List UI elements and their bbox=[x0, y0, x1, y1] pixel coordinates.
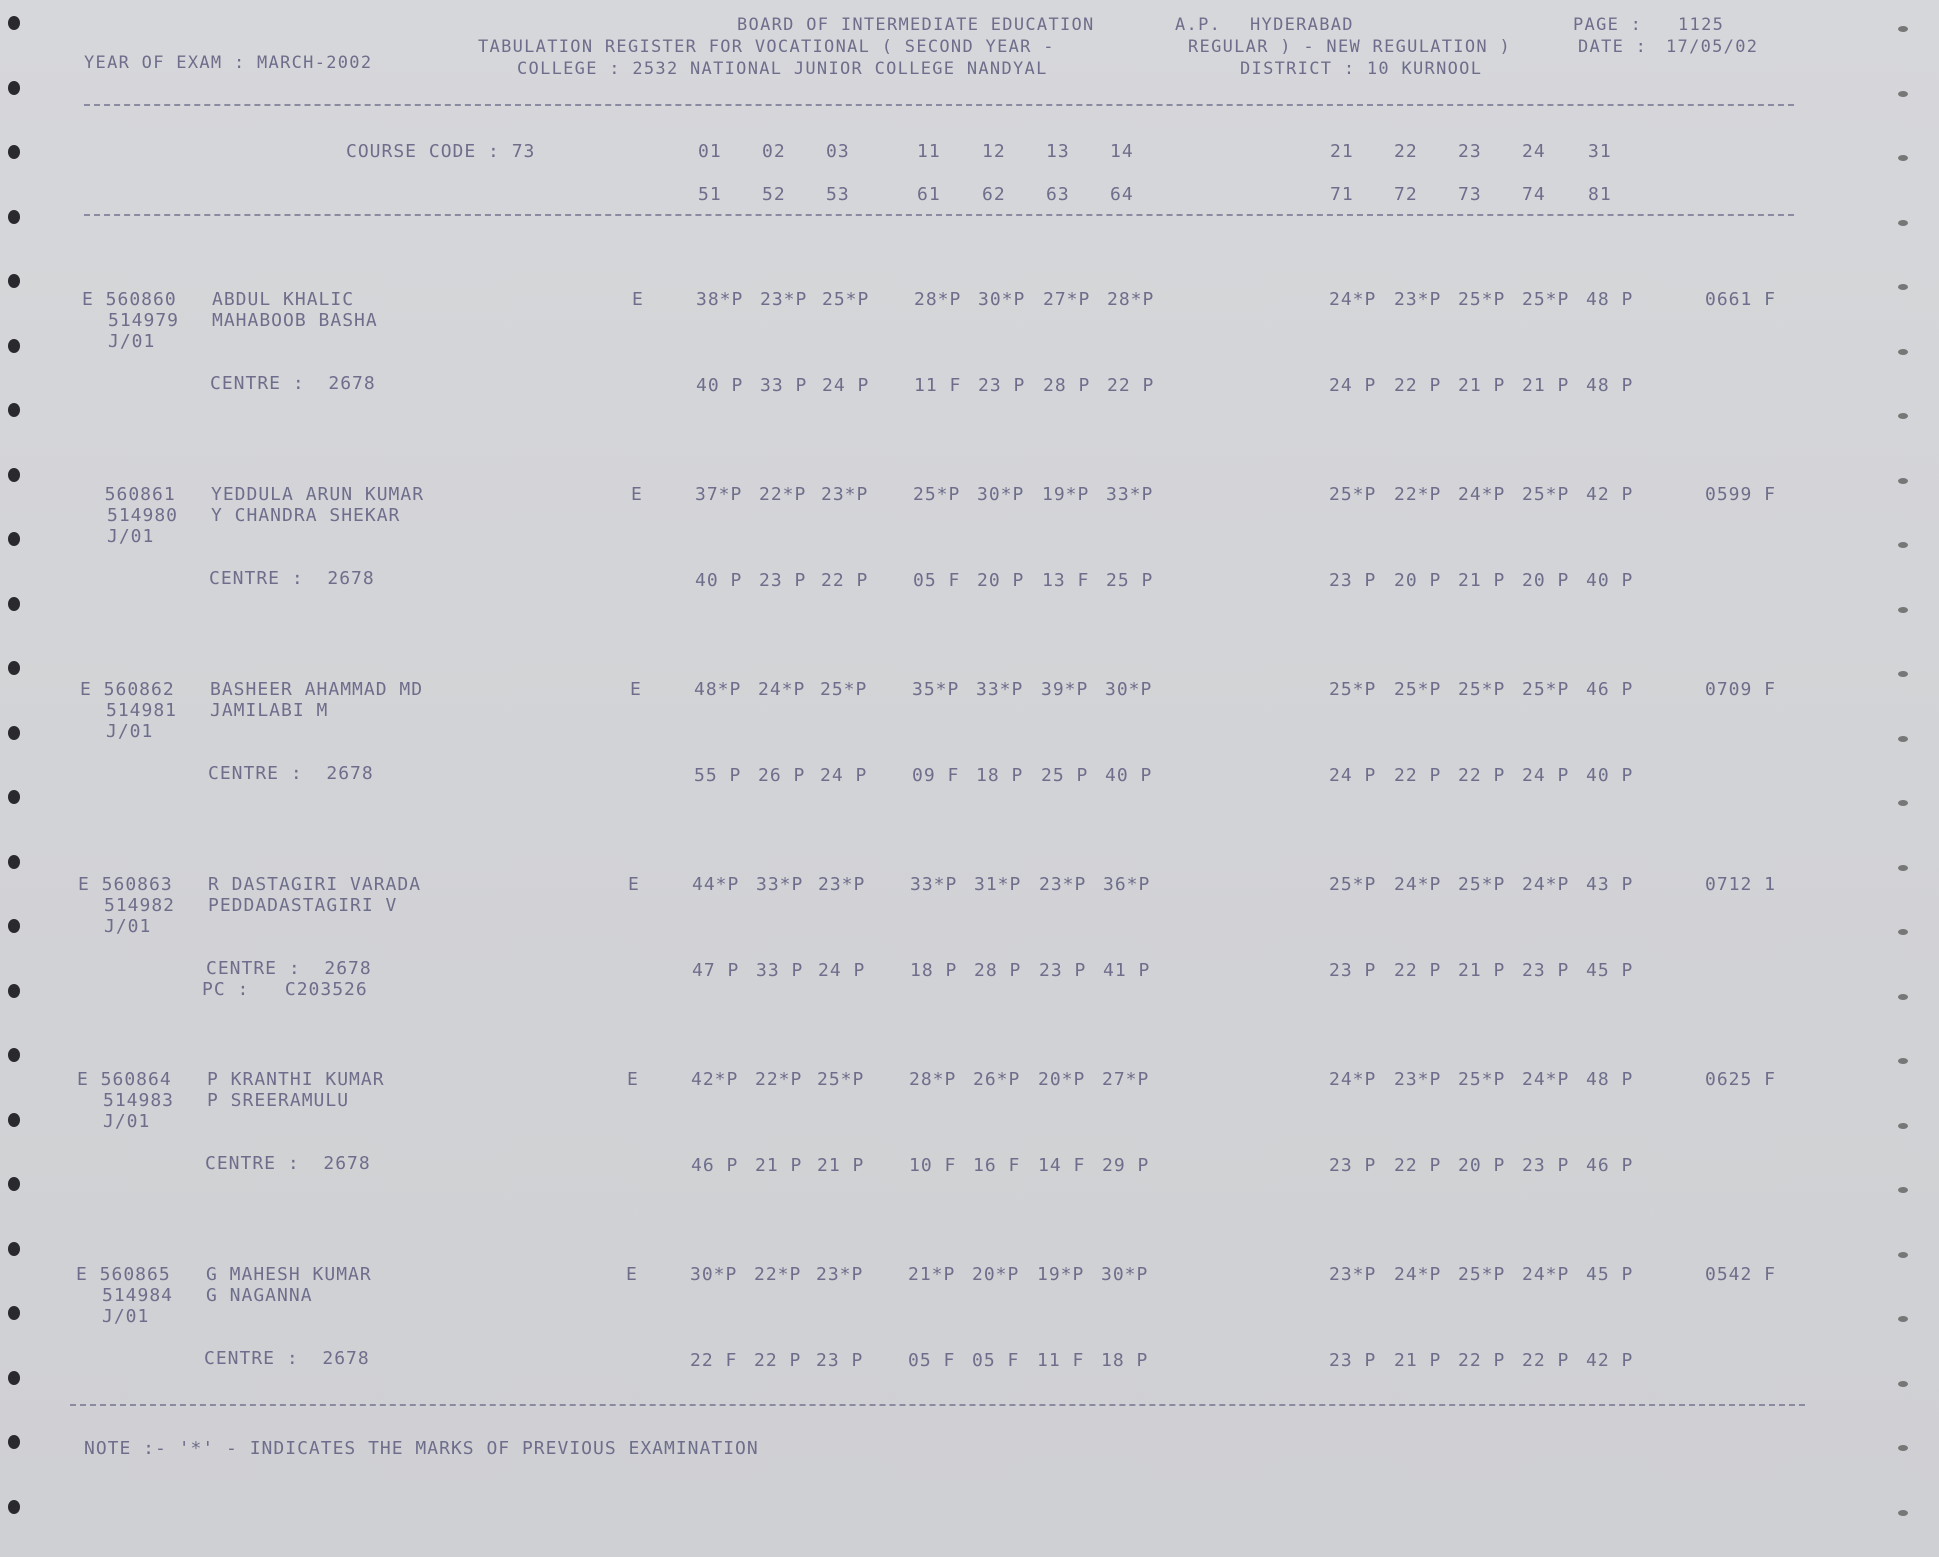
mark-prev: 27*P bbox=[1043, 289, 1091, 310]
roll-number: E 560864 bbox=[77, 1069, 172, 1090]
centre: CENTRE : 2678 bbox=[210, 373, 376, 394]
mark: 22 P bbox=[1458, 1350, 1506, 1371]
mark-prev: 25*P bbox=[1458, 1264, 1506, 1285]
column-code: 01 bbox=[698, 141, 722, 162]
roll-number: 560861 bbox=[81, 484, 176, 505]
mark: 40 P bbox=[1105, 765, 1153, 786]
feed-hole bbox=[8, 597, 20, 611]
mark: 21 P bbox=[1394, 1350, 1442, 1371]
page-label: PAGE : bbox=[1573, 15, 1643, 35]
mark-prev: 27*P bbox=[1102, 1069, 1150, 1090]
mark-prev: 20*P bbox=[972, 1264, 1020, 1285]
father-name: G NAGANNA bbox=[206, 1285, 313, 1306]
mark: 23 P bbox=[1329, 960, 1377, 981]
mark: 05 F bbox=[908, 1350, 956, 1371]
feed-hole bbox=[1898, 1445, 1908, 1451]
mark-prev: 28*P bbox=[1107, 289, 1155, 310]
mark: 14 F bbox=[1038, 1155, 1086, 1176]
mark-prev: 33*P bbox=[976, 679, 1024, 700]
column-code: 24 bbox=[1522, 141, 1546, 162]
feed-hole bbox=[1898, 26, 1908, 32]
mark: 22 P bbox=[821, 570, 869, 591]
mark: 21 P bbox=[1458, 375, 1506, 396]
column-code: 64 bbox=[1110, 184, 1134, 205]
mark: 16 F bbox=[973, 1155, 1021, 1176]
mark: 25 P bbox=[1106, 570, 1154, 591]
mark-prev: 38*P bbox=[696, 289, 744, 310]
mark-prev: 35*P bbox=[912, 679, 960, 700]
mark-prev: 24*P bbox=[1522, 1069, 1570, 1090]
mark: 26 P bbox=[758, 765, 806, 786]
feed-hole bbox=[1898, 155, 1908, 161]
mark: 24 P bbox=[818, 960, 866, 981]
group-code: J/01 bbox=[106, 721, 154, 742]
mark: 11 F bbox=[914, 375, 962, 396]
mark-prev: 42*P bbox=[691, 1069, 739, 1090]
centre: CENTRE : 2678 bbox=[209, 568, 375, 589]
student-name: YEDDULA ARUN KUMAR bbox=[211, 484, 425, 505]
medium: E bbox=[626, 1264, 638, 1285]
column-code: 73 bbox=[1458, 184, 1482, 205]
mark-prev: 25*P bbox=[1458, 1069, 1506, 1090]
column-code: 71 bbox=[1330, 184, 1354, 205]
mark: 22 P bbox=[1394, 375, 1442, 396]
mark: 21 P bbox=[1458, 570, 1506, 591]
note: NOTE :- '*' - INDICATES THE MARKS OF PREVIOUS EXAMINATION bbox=[84, 1438, 759, 1459]
feed-hole bbox=[1898, 671, 1908, 677]
mark: 21 P bbox=[817, 1155, 865, 1176]
mark-prev: 23*P bbox=[1394, 1069, 1442, 1090]
mark: 20 P bbox=[1458, 1155, 1506, 1176]
column-code: 23 bbox=[1458, 141, 1482, 162]
mark-prev: 21*P bbox=[908, 1264, 956, 1285]
mark-prev: 22*P bbox=[755, 1069, 803, 1090]
mark: 40 P bbox=[1586, 570, 1634, 591]
feed-hole bbox=[8, 1371, 20, 1385]
mark: 24 P bbox=[1522, 765, 1570, 786]
mark: 10 F bbox=[909, 1155, 957, 1176]
mark-prev: 25*P bbox=[1458, 289, 1506, 310]
mark-prev: 25*P bbox=[1394, 679, 1442, 700]
mark: 33 P bbox=[756, 960, 804, 981]
feed-hole bbox=[8, 790, 20, 804]
feed-hole bbox=[8, 726, 20, 740]
mark-prev: 23*P bbox=[818, 874, 866, 895]
date: 17/05/02 bbox=[1666, 37, 1759, 57]
mark-prev: 19*P bbox=[1042, 484, 1090, 505]
feed-hole bbox=[8, 145, 20, 159]
group-code: J/01 bbox=[108, 331, 156, 352]
mark-prev: 22*P bbox=[1394, 484, 1442, 505]
mark: 23 P bbox=[1522, 960, 1570, 981]
mark: 20 P bbox=[1522, 570, 1570, 591]
mark: 18 P bbox=[976, 765, 1024, 786]
mark-prev: 44*P bbox=[692, 874, 740, 895]
mark: 23 P bbox=[1522, 1155, 1570, 1176]
mark: 18 P bbox=[1101, 1350, 1149, 1371]
mark: 22 F bbox=[690, 1350, 738, 1371]
total-result: 0709 F bbox=[1705, 679, 1777, 700]
mark-prev: 19*P bbox=[1037, 1264, 1085, 1285]
mark-prev: 24*P bbox=[1329, 1069, 1377, 1090]
mark-prev: 25*P bbox=[1329, 484, 1377, 505]
registration-number: 514980 bbox=[107, 505, 179, 526]
feed-hole bbox=[8, 532, 20, 546]
mark: 05 F bbox=[913, 570, 961, 591]
regulation: REGULAR ) - NEW REGULATION ) bbox=[1188, 37, 1511, 57]
mark: 40 P bbox=[695, 570, 743, 591]
column-code: 12 bbox=[982, 141, 1006, 162]
mark-prev: 25*P bbox=[1522, 289, 1570, 310]
mark-prev: 26*P bbox=[973, 1069, 1021, 1090]
mark-prev: 31*P bbox=[974, 874, 1022, 895]
mark-prev: 25*P bbox=[913, 484, 961, 505]
feed-hole bbox=[8, 1242, 20, 1256]
feed-hole bbox=[8, 1048, 20, 1062]
college: COLLEGE : 2532 NATIONAL JUNIOR COLLEGE NANDYAL bbox=[517, 59, 1048, 79]
feed-hole bbox=[1898, 220, 1908, 226]
column-code: 22 bbox=[1394, 141, 1418, 162]
father-name: Y CHANDRA SHEKAR bbox=[211, 505, 401, 526]
mark: 09 F bbox=[912, 765, 960, 786]
feed-hole bbox=[8, 81, 20, 95]
mark-prev: 22*P bbox=[759, 484, 807, 505]
total-result: 0661 F bbox=[1705, 289, 1777, 310]
feed-hole bbox=[8, 1500, 20, 1514]
mark-prev: 23*P bbox=[821, 484, 869, 505]
mark-prev: 24*P bbox=[1394, 874, 1442, 895]
column-code: 02 bbox=[762, 141, 786, 162]
column-code: 81 bbox=[1588, 184, 1612, 205]
mark-prev: 30*P bbox=[1101, 1264, 1149, 1285]
mark: 40 P bbox=[696, 375, 744, 396]
mark: 22 P bbox=[1107, 375, 1155, 396]
mark: 22 P bbox=[754, 1350, 802, 1371]
mark-prev: 23*P bbox=[760, 289, 808, 310]
feed-hole bbox=[8, 274, 20, 288]
mark: 23 P bbox=[759, 570, 807, 591]
registration-number: 514979 bbox=[108, 310, 180, 331]
mark-prev: 30*P bbox=[978, 289, 1026, 310]
mark: 20 P bbox=[977, 570, 1025, 591]
register-title: TABULATION REGISTER FOR VOCATIONAL ( SECOND YEAR - bbox=[478, 37, 1055, 57]
mark: 05 F bbox=[972, 1350, 1020, 1371]
mark: 33 P bbox=[760, 375, 808, 396]
footer-divider bbox=[70, 1404, 1805, 1406]
mark: 23 P bbox=[816, 1350, 864, 1371]
mark: 23 P bbox=[1329, 1155, 1377, 1176]
feed-hole bbox=[1898, 929, 1908, 935]
board-title: BOARD OF INTERMEDIATE EDUCATION bbox=[737, 15, 1095, 35]
feed-hole bbox=[1898, 1058, 1908, 1064]
feed-hole bbox=[1898, 1510, 1908, 1516]
mark: 22 P bbox=[1394, 960, 1442, 981]
mark-prev: 24*P bbox=[1329, 289, 1377, 310]
mark: 20 P bbox=[1394, 570, 1442, 591]
mark-prev: 33*P bbox=[1106, 484, 1154, 505]
group-code: J/01 bbox=[102, 1306, 150, 1327]
mark-prev: 45 P bbox=[1586, 1264, 1634, 1285]
mark: 23 P bbox=[978, 375, 1026, 396]
header-divider bbox=[84, 104, 1794, 106]
group-code: J/01 bbox=[107, 526, 155, 547]
roll-number: E 560863 bbox=[78, 874, 173, 895]
student-name: ABDUL KHALIC bbox=[212, 289, 355, 310]
feed-hole bbox=[8, 855, 20, 869]
registration-number: 514984 bbox=[102, 1285, 174, 1306]
registration-number: 514982 bbox=[104, 895, 176, 916]
registration-number: 514983 bbox=[103, 1090, 175, 1111]
feed-hole bbox=[8, 16, 20, 30]
feed-hole bbox=[8, 339, 20, 353]
mark: 22 P bbox=[1394, 1155, 1442, 1176]
mark: 55 P bbox=[694, 765, 742, 786]
column-code: 53 bbox=[826, 184, 850, 205]
medium: E bbox=[631, 484, 643, 505]
mark-prev: 30*P bbox=[690, 1264, 738, 1285]
feed-hole bbox=[1898, 349, 1908, 355]
mark: 29 P bbox=[1102, 1155, 1150, 1176]
feed-hole bbox=[8, 984, 20, 998]
feed-hole bbox=[8, 661, 20, 675]
mark-prev: 25*P bbox=[1458, 874, 1506, 895]
column-divider bbox=[84, 214, 1794, 216]
mark: 47 P bbox=[692, 960, 740, 981]
mark: 46 P bbox=[1586, 1155, 1634, 1176]
feed-hole bbox=[1898, 994, 1908, 1000]
mark: 13 F bbox=[1042, 570, 1090, 591]
mark-prev: 36*P bbox=[1103, 874, 1151, 895]
mark-prev: 24*P bbox=[1394, 1264, 1442, 1285]
roll-number: E 560865 bbox=[76, 1264, 171, 1285]
mark-prev: 23*P bbox=[1329, 1264, 1377, 1285]
mark: 21 P bbox=[1522, 375, 1570, 396]
column-code: 72 bbox=[1394, 184, 1418, 205]
column-code: 51 bbox=[698, 184, 722, 205]
column-code: 52 bbox=[762, 184, 786, 205]
mark: 11 F bbox=[1037, 1350, 1085, 1371]
column-code: 21 bbox=[1330, 141, 1354, 162]
mark-prev: 37*P bbox=[695, 484, 743, 505]
feed-hole bbox=[1898, 1123, 1908, 1129]
mark-prev: 30*P bbox=[977, 484, 1025, 505]
column-code: 61 bbox=[917, 184, 941, 205]
feed-hole bbox=[1898, 1252, 1908, 1258]
mark: 28 P bbox=[1043, 375, 1091, 396]
medium: E bbox=[627, 1069, 639, 1090]
city: HYDERABAD bbox=[1250, 15, 1354, 35]
column-code: 63 bbox=[1046, 184, 1070, 205]
father-name: JAMILABI M bbox=[210, 700, 329, 721]
mark: 40 P bbox=[1586, 765, 1634, 786]
column-code: 13 bbox=[1046, 141, 1070, 162]
mark: 21 P bbox=[755, 1155, 803, 1176]
column-code: 03 bbox=[826, 141, 850, 162]
mark: 24 P bbox=[822, 375, 870, 396]
mark-prev: 24*P bbox=[758, 679, 806, 700]
mark-prev: 33*P bbox=[910, 874, 958, 895]
feed-hole bbox=[8, 403, 20, 417]
feed-hole bbox=[8, 1435, 20, 1449]
feed-hole bbox=[1898, 736, 1908, 742]
state: A.P. bbox=[1175, 15, 1222, 35]
mark-prev: 25*P bbox=[1458, 679, 1506, 700]
mark-prev: 42 P bbox=[1586, 484, 1634, 505]
feed-hole bbox=[8, 1113, 20, 1127]
mark-prev: 48 P bbox=[1586, 289, 1634, 310]
total-result: 0599 F bbox=[1705, 484, 1777, 505]
feed-hole bbox=[8, 1306, 20, 1320]
feed-hole bbox=[1898, 91, 1908, 97]
roll-number: E 560860 bbox=[82, 289, 177, 310]
student-name: R DASTAGIRI VARADA bbox=[208, 874, 422, 895]
father-name: PEDDADASTAGIRI V bbox=[208, 895, 398, 916]
total-result: 0625 F bbox=[1705, 1069, 1777, 1090]
mark-prev: 24*P bbox=[1458, 484, 1506, 505]
feed-hole bbox=[1898, 1381, 1908, 1387]
mark: 23 P bbox=[1329, 1350, 1377, 1371]
mark-prev: 20*P bbox=[1038, 1069, 1086, 1090]
registration-number: 514981 bbox=[106, 700, 178, 721]
mark: 21 P bbox=[1458, 960, 1506, 981]
mark: 25 P bbox=[1041, 765, 1089, 786]
mark-prev: 23*P bbox=[1394, 289, 1442, 310]
mark-prev: 33*P bbox=[756, 874, 804, 895]
pc-number: PC : C203526 bbox=[202, 979, 368, 1000]
centre: CENTRE : 2678 bbox=[206, 958, 372, 979]
father-name: P SREERAMULU bbox=[207, 1090, 350, 1111]
feed-hole bbox=[1898, 1187, 1908, 1193]
feed-hole bbox=[8, 919, 20, 933]
mark-prev: 25*P bbox=[1522, 679, 1570, 700]
feed-hole bbox=[1898, 800, 1908, 806]
mark-prev: 25*P bbox=[1329, 874, 1377, 895]
mark-prev: 46 P bbox=[1586, 679, 1634, 700]
feed-hole bbox=[1898, 865, 1908, 871]
feed-hole bbox=[8, 468, 20, 482]
mark: 42 P bbox=[1586, 1350, 1634, 1371]
group-code: J/01 bbox=[104, 916, 152, 937]
mark: 28 P bbox=[974, 960, 1022, 981]
medium: E bbox=[628, 874, 640, 895]
mark: 22 P bbox=[1458, 765, 1506, 786]
medium: E bbox=[630, 679, 642, 700]
feed-hole bbox=[1898, 1316, 1908, 1322]
mark-prev: 48 P bbox=[1586, 1069, 1634, 1090]
centre: CENTRE : 2678 bbox=[204, 1348, 370, 1369]
mark-prev: 25*P bbox=[817, 1069, 865, 1090]
mark-prev: 25*P bbox=[1522, 484, 1570, 505]
mark: 24 P bbox=[820, 765, 868, 786]
mark: 41 P bbox=[1103, 960, 1151, 981]
column-code: 11 bbox=[917, 141, 941, 162]
mark-prev: 39*P bbox=[1041, 679, 1089, 700]
mark-prev: 23*P bbox=[816, 1264, 864, 1285]
mark-prev: 22*P bbox=[754, 1264, 802, 1285]
mark: 24 P bbox=[1329, 375, 1377, 396]
student-name: P KRANTHI KUMAR bbox=[207, 1069, 385, 1090]
group-code: J/01 bbox=[103, 1111, 151, 1132]
feed-hole bbox=[1898, 607, 1908, 613]
mark: 22 P bbox=[1394, 765, 1442, 786]
mark: 23 P bbox=[1039, 960, 1087, 981]
column-code: 31 bbox=[1588, 141, 1612, 162]
student-name: BASHEER AHAMMAD MD bbox=[210, 679, 424, 700]
mark: 48 P bbox=[1586, 375, 1634, 396]
centre: CENTRE : 2678 bbox=[208, 763, 374, 784]
medium: E bbox=[632, 289, 644, 310]
mark-prev: 25*P bbox=[822, 289, 870, 310]
mark-prev: 43 P bbox=[1586, 874, 1634, 895]
feed-hole bbox=[8, 210, 20, 224]
mark-prev: 25*P bbox=[1329, 679, 1377, 700]
district: DISTRICT : 10 KURNOOL bbox=[1240, 59, 1483, 79]
mark: 45 P bbox=[1586, 960, 1634, 981]
column-code: 14 bbox=[1110, 141, 1134, 162]
total-result: 0542 F bbox=[1705, 1264, 1777, 1285]
mark-prev: 23*P bbox=[1039, 874, 1087, 895]
father-name: MAHABOOB BASHA bbox=[212, 310, 378, 331]
feed-hole bbox=[8, 1177, 20, 1191]
year-of-exam: YEAR OF EXAM : MARCH-2002 bbox=[84, 53, 373, 73]
student-name: G MAHESH KUMAR bbox=[206, 1264, 372, 1285]
mark-prev: 24*P bbox=[1522, 874, 1570, 895]
mark: 24 P bbox=[1329, 765, 1377, 786]
mark: 22 P bbox=[1522, 1350, 1570, 1371]
mark-prev: 24*P bbox=[1522, 1264, 1570, 1285]
course-code: COURSE CODE : 73 bbox=[346, 141, 536, 162]
column-code: 74 bbox=[1522, 184, 1546, 205]
mark-prev: 30*P bbox=[1105, 679, 1153, 700]
centre: CENTRE : 2678 bbox=[205, 1153, 371, 1174]
mark: 18 P bbox=[910, 960, 958, 981]
feed-hole bbox=[1898, 284, 1908, 290]
roll-number: E 560862 bbox=[80, 679, 175, 700]
mark: 46 P bbox=[691, 1155, 739, 1176]
mark-prev: 48*P bbox=[694, 679, 742, 700]
page-number: 1125 bbox=[1678, 15, 1725, 35]
feed-hole bbox=[1898, 413, 1908, 419]
feed-hole bbox=[1898, 542, 1908, 548]
mark: 23 P bbox=[1329, 570, 1377, 591]
total-result: 0712 1 bbox=[1705, 874, 1777, 895]
mark-prev: 28*P bbox=[914, 289, 962, 310]
mark-prev: 28*P bbox=[909, 1069, 957, 1090]
feed-hole bbox=[1898, 478, 1908, 484]
date-label: DATE : bbox=[1578, 37, 1648, 57]
mark-prev: 25*P bbox=[820, 679, 868, 700]
column-code: 62 bbox=[982, 184, 1006, 205]
